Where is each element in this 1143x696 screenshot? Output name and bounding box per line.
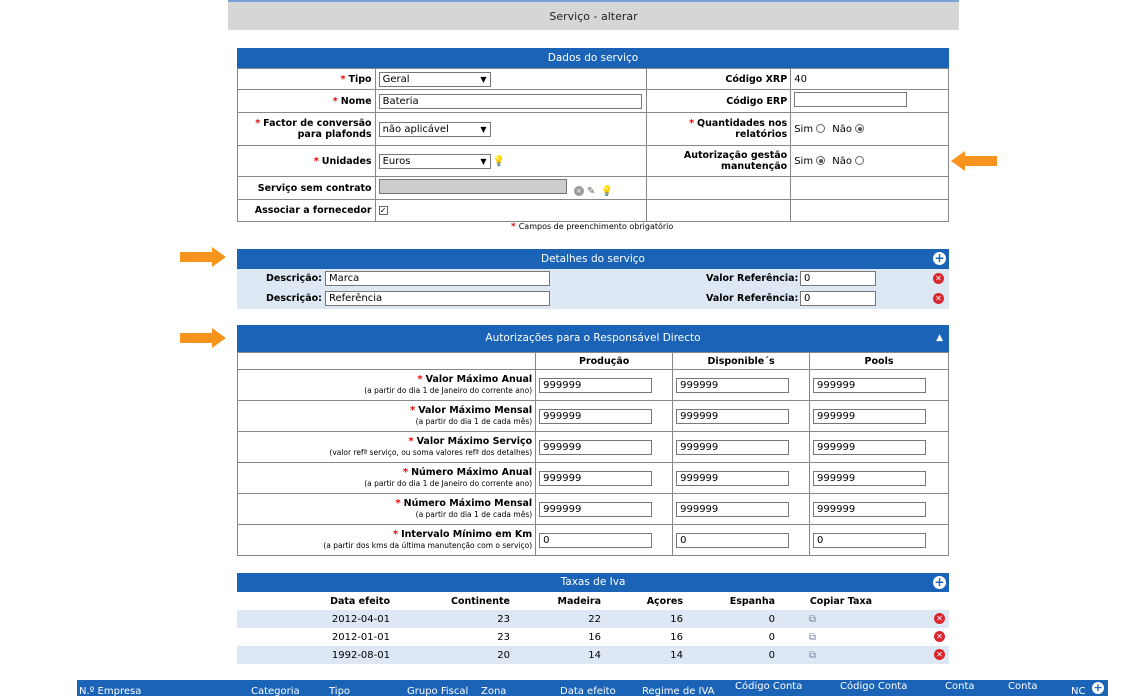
valor-referencia-input[interactable]: 0 [800, 291, 876, 306]
col-codigo-conta: Código Conta [840, 681, 908, 692]
autorizacoes-header: Autorizações para o Responsável Directo ▲ [237, 325, 949, 352]
copy-icon[interactable]: ⧉ [808, 649, 817, 661]
limit-input[interactable]: 0 [676, 533, 789, 548]
chevron-down-icon: ▼ [480, 156, 487, 166]
detalhe-row: Descrição: Marca Valor Referência: 0 ✕ [237, 269, 949, 289]
arrow-left-icon [951, 151, 997, 171]
limit-input[interactable]: 0 [813, 533, 926, 548]
limit-input[interactable]: 0 [539, 533, 652, 548]
col-nc: NC [1071, 686, 1086, 696]
limit-input[interactable]: 999999 [813, 409, 926, 424]
col-data-efeito: Data efeito [560, 686, 616, 696]
limit-input[interactable]: 999999 [539, 502, 652, 517]
autoriz-nao-radio[interactable] [855, 156, 864, 165]
autorizacao-row: * Valor Máximo Mensal (a partir do dia 1 de cada mês) 999999 999999 999999 [238, 401, 949, 432]
lightbulb-icon[interactable]: 💡 [492, 155, 506, 167]
detalhes-panel [237, 249, 949, 309]
tipo-select[interactable]: Geral ▼ [379, 72, 491, 87]
col-zona: Zona [481, 686, 507, 696]
col-conta: Conta [945, 681, 975, 692]
lightbulb-icon[interactable]: 💡 [600, 186, 613, 197]
required-note: * Campos de preenchimento obrigatório [511, 222, 674, 232]
table-row: 2012-04-01 23 22 16 0 ⧉ ✕ [237, 610, 949, 628]
autoriz-sim-label: Sim [794, 155, 814, 167]
quant-nao-label: Não [832, 123, 852, 135]
clear-icon[interactable]: × [574, 186, 584, 196]
chevron-down-icon: ▼ [480, 124, 487, 134]
associar-label: Associar a fornecedor [238, 200, 376, 222]
limit-input[interactable]: 999999 [676, 440, 789, 455]
collapse-icon[interactable]: ▲ [936, 333, 943, 343]
iva-header: Taxas de Iva + [237, 573, 949, 592]
delete-icon[interactable]: ✕ [933, 273, 944, 284]
detalhes-header: Detalhes do serviço + [237, 249, 949, 269]
limit-input[interactable]: 999999 [813, 378, 926, 393]
autorizacao-row: * Número Máximo Anual (a partir do dia 1 de Janeiro do corrente ano) 999999 999999 999999 [238, 463, 949, 494]
col-disponibles: Disponible´s [673, 353, 810, 370]
delete-icon[interactable]: ✕ [934, 631, 945, 642]
autorizacao-row: * Número Máximo Mensal (a partir do dia 1 de cada mês) 999999 999999 999999 [238, 494, 949, 525]
arrow-right-icon [180, 247, 226, 267]
erp-input[interactable] [794, 92, 907, 107]
autorizacao-row: * Intervalo Mínimo em Km (a partir dos kms da última manutenção com o serviço) 0 0 0 [238, 525, 949, 556]
xrp-label: Código XRP [646, 69, 791, 90]
col-continente: Continente [450, 595, 510, 607]
copy-icon[interactable]: ⧉ [808, 613, 817, 625]
col-acores: Açores [646, 595, 683, 607]
iva-table [237, 592, 949, 664]
col-regime-iva: Regime de IVA [642, 686, 715, 696]
add-icon[interactable]: + [1093, 681, 1103, 694]
table-row: 2012-01-01 23 16 16 0 ⧉ ✕ [237, 628, 949, 646]
col-pools: Pools [810, 353, 949, 370]
col-categoria: Categoria [251, 686, 300, 696]
chevron-down-icon: ▼ [480, 74, 487, 84]
autoriz-sim-radio[interactable] [816, 156, 825, 165]
limit-input[interactable]: 999999 [539, 471, 652, 486]
arrow-right-icon [180, 328, 226, 348]
autorizacao-label: Autorização gestão [683, 150, 788, 161]
delete-icon[interactable]: ✕ [934, 649, 945, 660]
dados-servico-panel [237, 48, 949, 222]
delete-icon[interactable]: ✕ [934, 613, 945, 624]
add-icon[interactable]: + [934, 575, 945, 589]
nome-label: Nome [340, 95, 372, 107]
quantidades-label: Quantidades nos [697, 118, 788, 129]
factor-label: Factor de conversão [263, 118, 372, 129]
erp-label: Código ERP [646, 90, 791, 113]
valor-referencia-input[interactable]: 0 [800, 271, 876, 286]
limit-input[interactable]: 999999 [676, 378, 789, 393]
table-row: 1992-08-01 20 14 14 0 ⧉ ✕ [237, 646, 949, 664]
iva-panel [237, 573, 949, 664]
col-copiar-taxa: Copiar Taxa [809, 595, 872, 607]
col-grupo-fiscal: Grupo Fiscal [407, 686, 469, 696]
tipo-label: Tipo [348, 73, 372, 85]
detalhe-row: Descrição: Referência Valor Referência: 0 ✕ [237, 289, 949, 309]
sem-contrato-input [379, 179, 567, 194]
copy-icon[interactable]: ⧉ [808, 631, 817, 643]
col-n-empresa: N.º Empresa [79, 686, 142, 696]
limit-input[interactable]: 999999 [813, 471, 926, 486]
sem-contrato-label: Serviço sem contrato [238, 177, 376, 200]
autorizacao-row: * Valor Máximo Serviço (valor refª serviço, ou soma valores refª dos detalhes) 999999 999999 999999 [238, 432, 949, 463]
nome-input[interactable]: Bateria [379, 94, 642, 109]
limit-input[interactable]: 999999 [539, 409, 652, 424]
limit-input[interactable]: 999999 [539, 440, 652, 455]
unidades-label: Unidades [321, 155, 372, 167]
limit-input[interactable]: 999999 [813, 440, 926, 455]
limit-input[interactable]: 999999 [676, 409, 789, 424]
delete-icon[interactable]: ✕ [933, 293, 944, 304]
descricao-input[interactable]: Marca [325, 271, 550, 286]
autorizacao-row: * Valor Máximo Anual (a partir do dia 1 de Janeiro do corrente ano) 999999 999999 999999 [238, 370, 949, 401]
autorizacoes-panel [237, 325, 949, 556]
quant-nao-radio[interactable] [855, 124, 864, 133]
descricao-input[interactable]: Referência [325, 291, 550, 306]
xrp-value: 40 [791, 69, 949, 90]
autoriz-nao-label: Não [832, 155, 852, 167]
col-codigo-conta: Código Conta [735, 681, 803, 692]
dados-servico-table: * Tipo Geral ▼ Código XRP 40 * Nome Bateria Código ERP * Factor de conversão para plafonds não aplicável ▼ * Quantidades nos relatórios Sim Não * Unidades Euros ▼ 💡 Autorização gestão manutenção Sim Não Serviço sem contrato × ✎ 💡 Associar a fornecedor ✓ [237, 68, 949, 222]
col-producao: Produção [536, 353, 673, 370]
limit-input[interactable]: 999999 [539, 378, 652, 393]
col-data-efeito: Data efeito [330, 595, 390, 607]
dados-servico-header: Dados do serviço [237, 48, 949, 68]
col-conta: Conta [1008, 681, 1038, 692]
col-madeira: Madeira [557, 595, 601, 607]
col-tipo: Tipo [329, 686, 351, 696]
col-espanha: Espanha [729, 595, 775, 607]
unidades-select[interactable]: Euros ▼ [379, 154, 491, 169]
limit-input[interactable]: 999999 [676, 502, 789, 517]
associar-checkbox[interactable]: ✓ [379, 206, 387, 215]
quant-sim-radio[interactable] [816, 124, 825, 133]
quant-sim-label: Sim [794, 123, 814, 135]
add-icon[interactable]: + [934, 251, 945, 265]
limit-input[interactable]: 999999 [676, 471, 789, 486]
bottom-table-header [77, 680, 1108, 696]
page-title: Serviço - alterar [228, 0, 959, 30]
factor-select[interactable]: não aplicável ▼ [379, 122, 491, 137]
eraser-icon[interactable]: ✎ [586, 186, 596, 197]
limit-input[interactable]: 999999 [813, 502, 926, 517]
autorizacoes-table [237, 352, 949, 556]
